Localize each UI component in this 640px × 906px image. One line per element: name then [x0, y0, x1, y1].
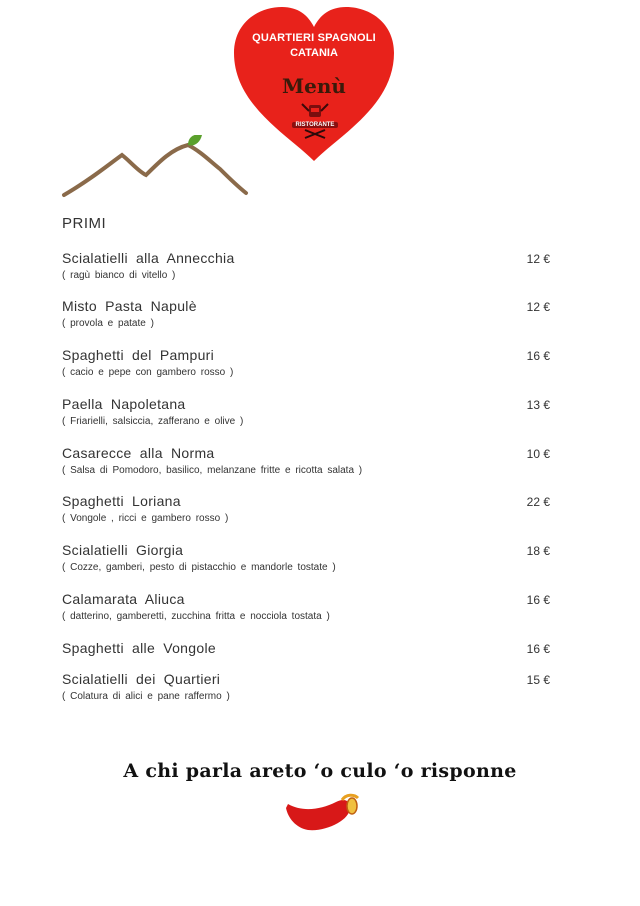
section-title: PRIMI: [62, 215, 107, 232]
dish-name: Scialatielli Giorgia: [62, 542, 184, 558]
dish-description: ( cacio e pepe con gambero rosso ): [62, 367, 234, 378]
menu-item: [62, 493, 562, 524]
dish-name: Calamarata Aliuca: [62, 591, 185, 607]
restaurant-emblem-icon: [300, 102, 330, 122]
mountain-leaf-icon: [60, 135, 250, 200]
dish-name: Scialatielli dei Quartieri: [62, 671, 221, 687]
dish-price: 13 €: [526, 398, 550, 412]
dish-price: 12 €: [526, 300, 550, 314]
menu-item: [62, 396, 562, 427]
dish-price: 16 €: [526, 593, 550, 607]
dish-price: 12 €: [526, 252, 550, 266]
brand-name: QUARTIERI SPAGNOLI: [252, 32, 376, 44]
menu-item: [62, 250, 562, 281]
menu-title: Menù: [282, 74, 346, 98]
dish-description: ( Salsa di Pomodoro, basilico, melanzane fritte e ricotta salata ): [62, 465, 363, 476]
dish-price: 15 €: [526, 673, 550, 687]
dish-description: ( Vongole , ricci e gambero rosso ): [62, 513, 229, 524]
chili-pepper-icon: [280, 790, 365, 840]
crossed-forks-icon: [300, 129, 330, 139]
dish-price: 16 €: [526, 349, 550, 363]
menu-item: [62, 347, 562, 378]
dish-price: 22 €: [526, 495, 550, 509]
dish-name: Spaghetti alle Vongole: [62, 640, 216, 656]
dish-name: Spaghetti del Pampuri: [62, 347, 215, 363]
motto: A chi parla areto ‘o culo ‘o risponne: [123, 760, 517, 782]
menu-item: [62, 542, 562, 573]
dish-price: 10 €: [526, 447, 550, 461]
dish-name: Misto Pasta Napulè: [62, 298, 197, 314]
dish-price: 16 €: [526, 642, 550, 656]
dish-description: ( ragù bianco di vitello ): [62, 270, 176, 281]
menu-item: [62, 445, 562, 476]
dish-price: 18 €: [526, 544, 550, 558]
menu-item: [62, 640, 562, 656]
dish-name: Paella Napoletana: [62, 396, 186, 412]
dish-name: Casarecce alla Norma: [62, 445, 215, 461]
dish-description: ( Colatura di alici e pane raffermo ): [62, 691, 230, 702]
dish-description: ( datterino, gamberetti, zucchina fritta e nocciola tostata ): [62, 611, 330, 622]
dish-name: Spaghetti Loriana: [62, 493, 181, 509]
menu-item: [62, 298, 562, 329]
brand-city: CATANIA: [290, 47, 338, 59]
ristorante-badge: RISTORANTE: [292, 122, 338, 128]
dish-description: ( Cozze, gamberi, pesto di pistacchio e mandorle tostate ): [62, 562, 336, 573]
dish-name: Scialatielli alla Annecchia: [62, 250, 235, 266]
dish-description: ( Friarielli, salsiccia, zafferano e olive ): [62, 416, 244, 427]
menu-item: [62, 671, 562, 702]
menu-item: [62, 591, 562, 622]
dish-description: ( provola e patate ): [62, 318, 154, 329]
